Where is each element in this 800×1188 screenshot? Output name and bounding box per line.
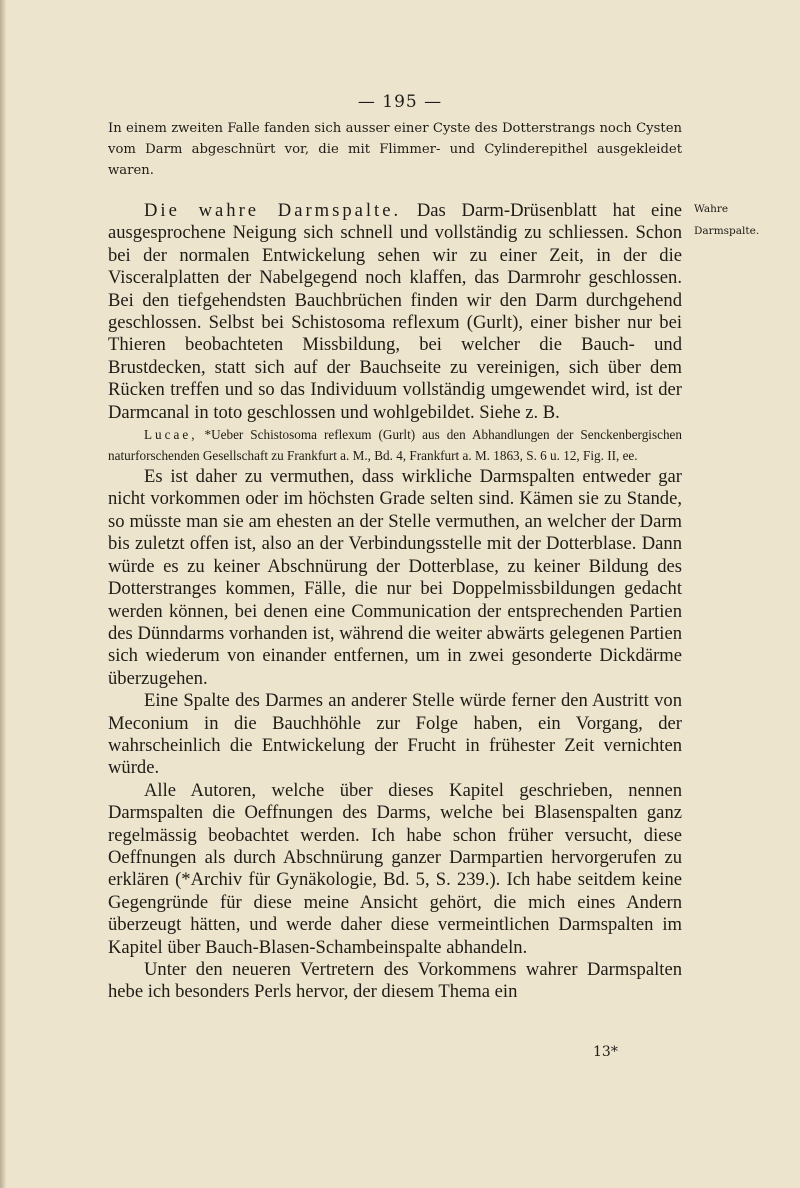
paragraph-2: Es ist daher zu vermuthen, dass wirkliche Darmspalten entweder gar nicht vorkommen oder im höchsten Grade selten sind. Kämen sie zu Stande, so müsste man sie am ehesten an der Stelle vermuthen, an welcher der Darm bis zuletzt offen ist, also an der Verbindungsstelle mit der Dotterblase. Dann würde es zu keiner Abschnürung der Dotterblase, zu keiner Bildung des Dotterstranges kommen, Fälle, die nur bei Doppelmissbildungen gedacht werden können, bei denen eine Communication der entsprechenden Partien des Dünndarms vorhanden ist, während die weiter abwärts gelegenen Partien sich wiederum von einander entfernen, um in zwei gesonderte Dickdärme überzugehen. [108, 466, 682, 689]
section-paragraph [108, 200, 682, 424]
page-number: — 195 — [357, 92, 443, 112]
reference-note [108, 424, 682, 466]
paragraph-5: Unter den neueren Vertretern des Vorkommens wahrer Darmspalten hebe ich besonders Perls hervor, der diesem Thema ein [108, 959, 682, 1003]
reference-author: Lucae, [144, 427, 198, 443]
margin-note-wahre: Wahre [694, 203, 729, 215]
section-paragraph-text: Das Darm-Drüsenblatt hat eine ausgesprochene Neigung sich schnell und vollständig zu schliessen. Schon bei der normalen Entwickelung sehen wir zu einer Zeit, in der die Visceralplatten der Nabelgegend noch klaffen, das Darmrohr geschlossen. Bei den tiefgehendsten Bauchbrüchen finden wir den Darm durchgehend geschlossen. Selbst bei Schistosoma reflexum (Gurlt), einer bisher nur bei Thieren beobachteten Missbildung, bei welcher die Bauch- und Brustdecken, statt sich auf der Bauchseite zu vereinigen, sich über dem Rücken treffen und so das Individuum vollständig umgewendet wird, ist der Darmcanal in toto geschlossen und wohlgebildet. Siehe z. B. [108, 200, 682, 423]
paragraph-4: Alle Autoren, welche über dieses Kapitel geschrieben, nennen Darmspalten die Oeffnungen des Darms, welche bei Blasenspalten ganz regelmässig beobachtet werden. Ich habe schon früher versucht, diese Oeffnungen als durch Abschnürung ganzer Darmpartien hervorgerufen zu erklären (*Archiv für Gynäkologie, Bd. 5, S. 239.). Ich habe seitdem keine Gegengründe für diese meine Ansicht gehört, die mich eines Andern überzeugt hätten, und werde daher diese vermeintlichen Darmspalten im Kapitel über Bauch-Blasen-Schambeinspalte abhandeln. [108, 779, 682, 958]
intro-paragraph: In einem zweiten Falle fanden sich ausser einer Cyste des Dotterstrangs noch Cysten vom Darm abgeschnürt vor, die mit Flimmer- und Cylinderepithel ausgekleidet waren. [108, 121, 682, 178]
signature-mark: 13* [593, 1044, 618, 1060]
margin-note-darmspalte: Darmspalte. [694, 225, 760, 237]
page-edge [0, 0, 6, 1188]
paragraph-3: Eine Spalte des Darmes an anderer Stelle würde ferner den Austritt von Meconium in die Bauchhöhle zur Folge haben, ein Vorgang, der wahrscheinlich die Entwickelung der Frucht in frühester Zeit vernichten würde. [108, 690, 682, 779]
reference-text: *Ueber Schistosoma reflexum (Gurlt) aus den Abhandlungen der Senckenbergischen naturforschenden Gesellschaft zu Frankfurt a. M., Bd. 4, Frankfurt a. M. 1863, S. 6 u. 12, Fig. II, ee. [108, 427, 682, 464]
section-heading: Die wahre Darmspalte. [144, 200, 402, 221]
main-text [108, 200, 682, 1004]
